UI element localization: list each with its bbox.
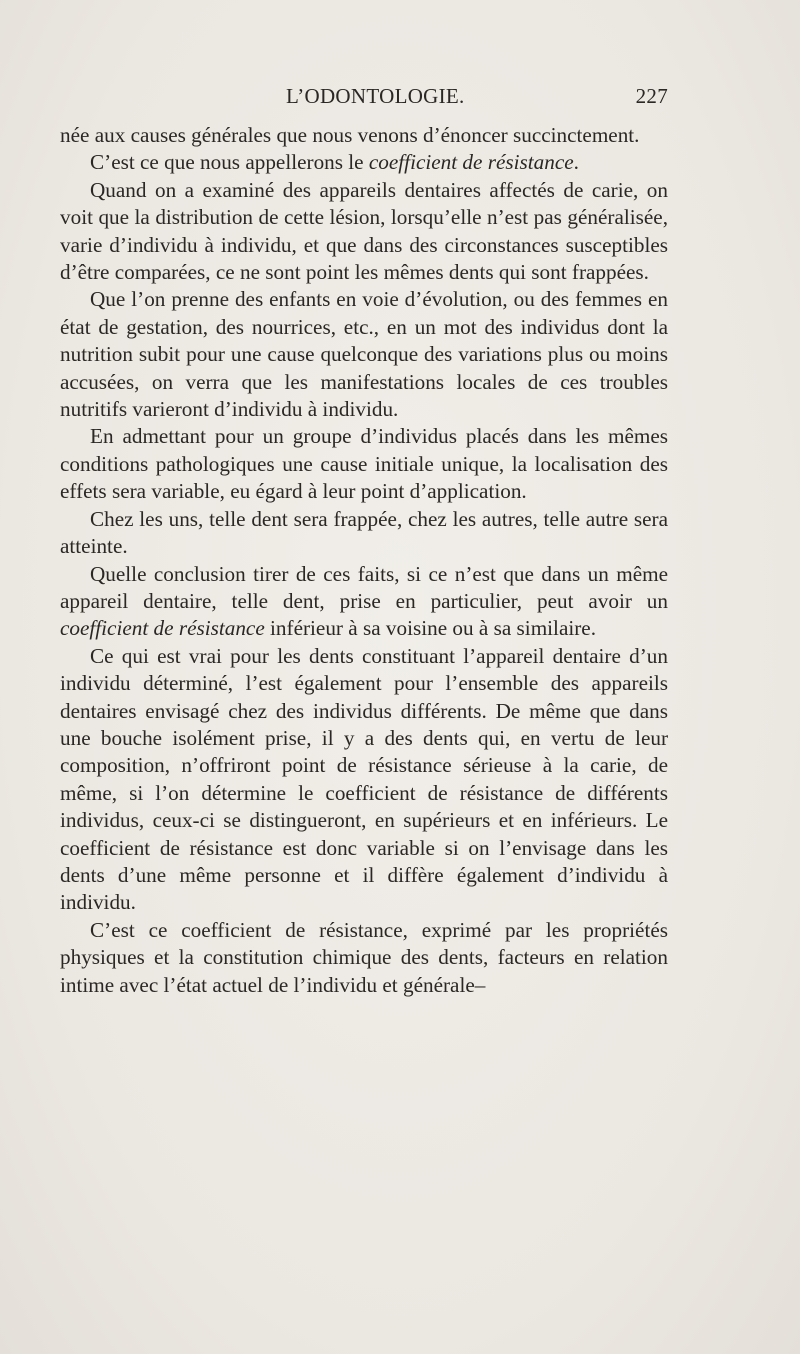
paragraph: Ce qui est vrai pour les dents constituant l’appareil dentaire d’un individu déterminé, l’est également pour l’ensemble des appareils dentaires envisagé chez des individus différents. De même que dans une bouche isolément prise, il y a des dents qui, en vertu de leur composition, n’offriront point de résistance sérieuse à la carie, de même, si l’on détermine le coefficient de résistance de différents individus, ceux-ci se distingueront, en supérieurs et en inférieurs. Le coefficient de résistance est donc variable si on l’envisage dans les dents d’une même personne et il diffère également d’individu à individu.	[60, 643, 668, 915]
paragraph: née aux causes générales que nous venons d’énoncer succinctement.	[60, 123, 640, 147]
paragraph-text: C’est ce que nous appellerons le	[90, 150, 369, 175]
paragraph	[60, 561, 668, 643]
paragraph: Que l’on prenne des enfants en voie d’évolution, ou des femmes en état de gestation, des nourrices, etc., en un mot des individus dont la nutrition subit pour une cause quelconque des variations plus ou moins accusées, on verra que les manifestations locales de ces troubles nutritifs varieront d’individu à individu.	[60, 287, 668, 422]
paragraph: C’est ce coefficient de résistance, exprimé par les propriétés physiques et la constitution chimique des dents, facteurs en relation intime avec l’état actuel de l’individu et générale–	[60, 917, 668, 997]
paragraph-text: .	[573, 150, 579, 175]
page-number: 227	[635, 84, 668, 108]
paragraph-text: inférieur à sa voisine ou à sa similaire.	[264, 616, 596, 641]
body-text	[60, 122, 668, 999]
italic-term: coefficient de résistance	[368, 150, 574, 175]
italic-term: coefficient de résistance	[60, 616, 265, 641]
paragraph: En admettant pour un groupe d’individus placés dans les mêmes conditions pathologiques une cause initiale unique, la localisation des effets sera variable, eu égard à leur point d’application.	[60, 424, 668, 504]
running-header	[60, 84, 668, 114]
paragraph: Chez les uns, telle dent sera frappée, chez les autres, telle autre sera atteinte.	[60, 506, 668, 559]
running-title: L’ODONTOLOGIE.	[286, 84, 465, 108]
paragraph-text: Quelle conclusion tirer de ces faits, si ce n’est que dans un même appareil dentaire, telle dent, prise en particulier, peut avoir un	[60, 561, 668, 613]
paragraph	[60, 149, 668, 176]
paragraph: Quand on a examiné des appareils dentaires affectés de carie, on voit que la distribution de cette lésion, lorsqu’elle n’est pas généralisée, varie d’individu à individu, et que dans des circonstances susceptibles d’être comparées, ce ne sont point les mêmes dents qui sont frappées.	[60, 177, 668, 285]
